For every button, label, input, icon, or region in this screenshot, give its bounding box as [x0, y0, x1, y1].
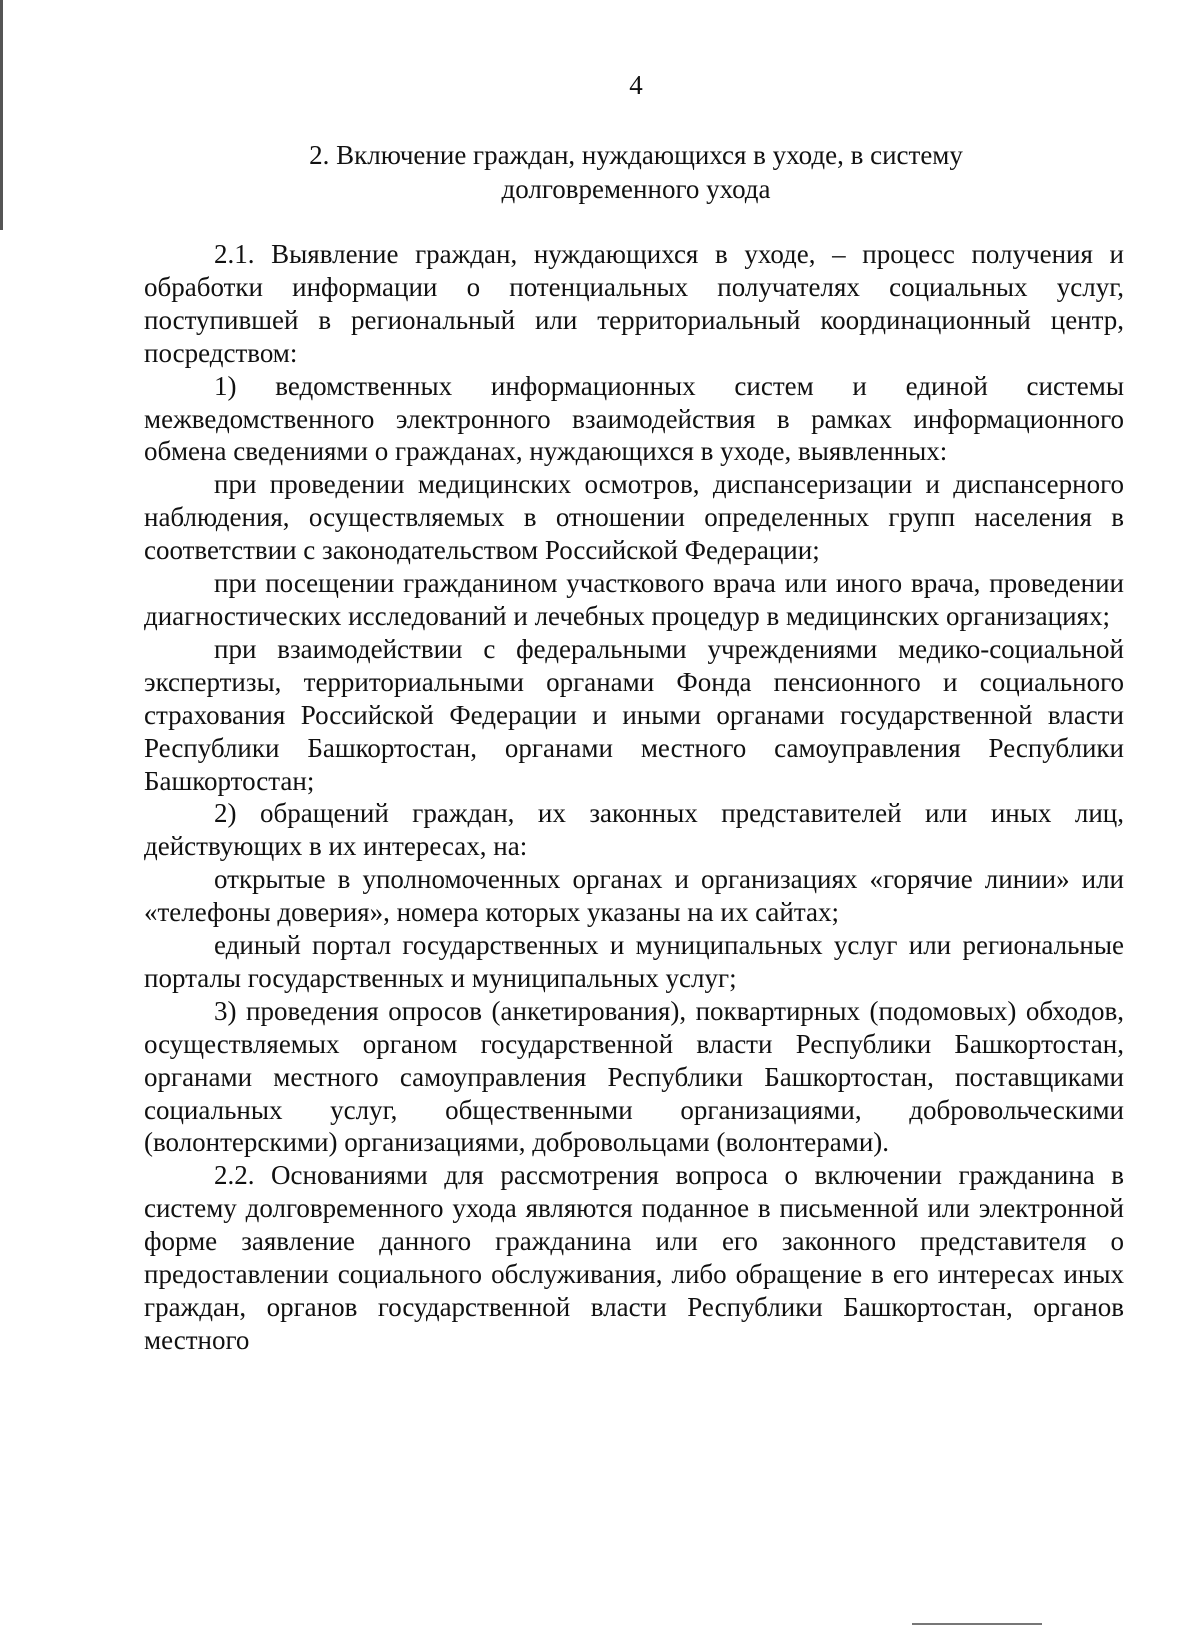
- scan-bottom-mark: [912, 1623, 1042, 1625]
- page-number: 4: [629, 70, 643, 100]
- paragraph-item-1: 1) ведомственных информационных систем и единой системы межведомственного электронного взаимодействия в рамках информационного обмена сведениями о гражданах, нуждающихся в уходе, выявленных:: [144, 370, 1124, 467]
- section-title-line-1: 2. Включение граждан, нуждающихся в уходе, в систему: [309, 140, 963, 170]
- paragraph-item-2: 2) обращений граждан, их законных представителей или иных лиц, действующих в их интересах, на:: [144, 798, 1124, 862]
- paragraph-doctor-visit: при посещении гражданином участкового врача или иного врача, проведении диагностических исследований и лечебных процедур в медицинских организациях;: [144, 568, 1124, 631]
- paragraph-hotlines: открытые в уполномоченных органах и организациях «горячие линии» или «телефоны доверия», номера которых указаны на их сайтах;: [144, 864, 1124, 928]
- paragraph-2-1: 2.1. Выявление граждан, нуждающихся в уходе, – процесс получения и обработки информации о потенциальных получателях социальных услуг, поступившей в региональный или территориальный координационный центр, посредством:: [144, 239, 1124, 368]
- paragraph-medical-exams: при проведении медицинских осмотров, диспансеризации и диспансерного наблюдения, осуществляемых в отношении определенных групп населения в соответствии с законодательством Российской Федерации;: [144, 469, 1124, 566]
- paragraph-portals: единый портал государственных и муниципальных услуг или региональные порталы государственных и муниципальных услуг;: [144, 930, 1124, 993]
- scan-edge-mark: [0, 0, 3, 230]
- paragraph-2-2: 2.2. Основаниями для рассмотрения вопроса о включении гражданина в систему долговременного ухода являются поданное в письменной или электронной форме заявление данного гражданина или его законного представителя о предоставлении социального обслуживания, либо обращение в его интересах иных граждан, органов государственной власти Республики Башкортостан, органов местного: [144, 1160, 1124, 1355]
- paragraph-item-3: 3) проведения опросов (анкетирования), поквартирных (подомовых) обходов, осуществляемых органом государственной власти Республики Башкортостан, органами местного самоуправления Республики Башкортостан, поставщиками социальных услуг, общественными организациями, добровольческими (волонтерскими) организациями, добровольцами (волонтерами).: [144, 995, 1124, 1158]
- paragraph-federal-interaction: при взаимодействии с федеральными учреждениями медико-социальной экспертизы, территориальными органами Фонда пенсионного и социального страхования Российской Федерации и иными органами государственной власти Республики Башкортостан, органами местного самоуправления Республики Башкортостан;: [144, 633, 1124, 796]
- section-title-line-2: долговременного ухода: [501, 174, 771, 204]
- section-title: [200, 138, 1072, 206]
- document-body: [144, 238, 1124, 1357]
